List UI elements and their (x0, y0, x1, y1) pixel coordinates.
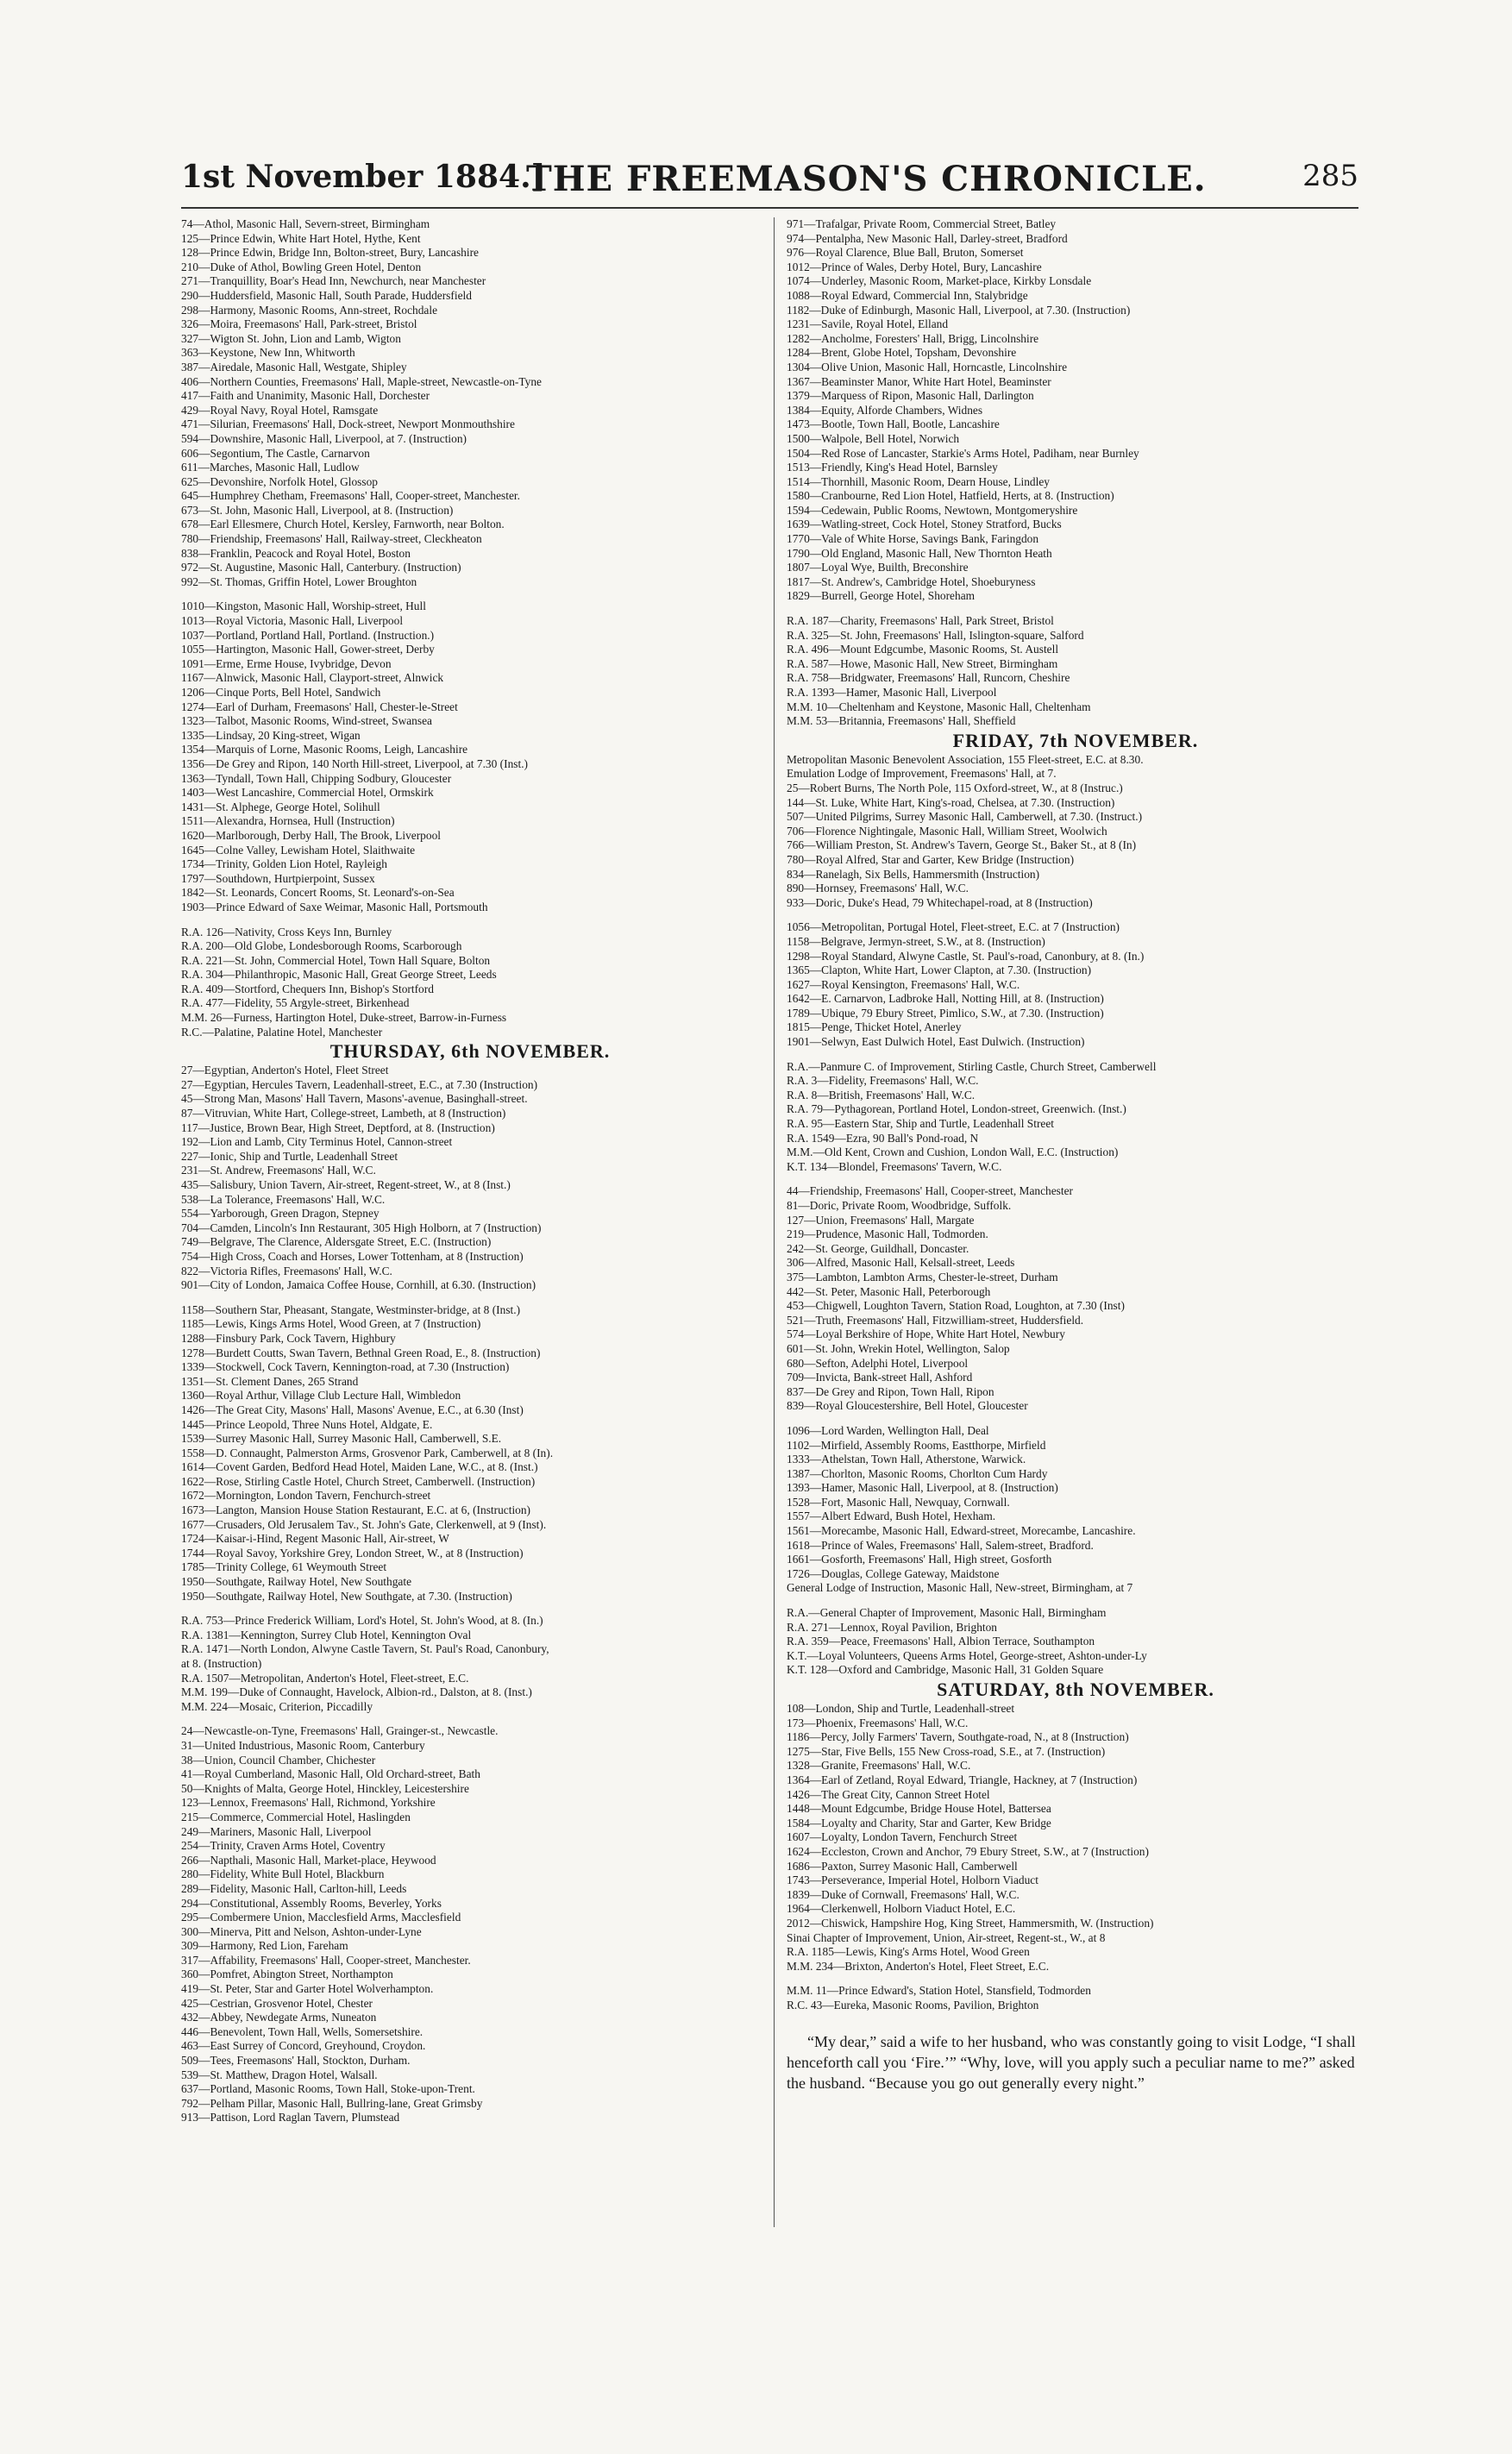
lodge-entry: 45—Strong Man, Masons' Hall Tavern, Masons'-avenue, Basinghall-street. (181, 1092, 528, 1106)
listing-group (787, 1184, 1365, 1414)
lodge-entry: 913—Pattison, Lord Raglan Tavern, Plumstead (181, 2111, 400, 2124)
lodge-entry: 227—Ionic, Ship and Turtle, Leadenhall Street (181, 1149, 398, 1163)
lodge-entry: 521—Truth, Freemasons' Hall, Fitzwilliam-street, Huddersfield. (787, 1313, 1084, 1327)
lodge-entry: R.A. 587—Howe, Masonic Hall, New Street, Birmingham (787, 656, 1058, 670)
lodge-entry: 453—Chigwell, Loughton Tavern, Station Road, Loughton, at 7.30 (Inst) (787, 1299, 1125, 1313)
lodge-entry: 625—Devonshire, Norfolk Hotel, Glossop (181, 474, 378, 488)
lodge-entry: 215—Commerce, Commercial Hotel, Haslingden (181, 1810, 411, 1823)
lodge-entry: 1284—Brent, Globe Hotel, Topsham, Devonshire (787, 346, 1017, 360)
lodge-entry: 298—Harmony, Masonic Rooms, Ann-street, Rochdale (181, 303, 438, 317)
lodge-entry: 471—Silurian, Freemasons' Hall, Dock-street, Newport Monmouthshire (181, 417, 515, 431)
lodge-entry: 976—Royal Clarence, Blue Ball, Bruton, Somerset (787, 246, 1024, 260)
lodge-entry: R.A. 1185—Lewis, King's Arms Hotel, Wood Green (787, 1945, 1030, 1959)
lodge-entry: 1642—E. Carnarvon, Ladbroke Hall, Notting Hill, at 8. (Instruction) (787, 992, 1104, 1006)
listing-group (787, 1702, 1365, 1974)
lodge-entry: 594—Downshire, Masonic Hall, Liverpool, at 7. (Instruction) (181, 431, 467, 445)
lodge-entry: at 8. (Instruction) (181, 1657, 262, 1670)
lodge-entry: 1511—Alexandra, Hornsea, Hull (Instruction) (181, 814, 395, 828)
lodge-entry: 539—St. Matthew, Dragon Hotel, Walsall. (181, 2068, 378, 2081)
lodge-entry: 31—United Industrious, Masonic Room, Canterbury (181, 1738, 425, 1752)
lodge-entry: 1614—Covent Garden, Bedford Head Hotel, Maiden Lane, W.C., at 8. (Inst.) (181, 1460, 538, 1474)
lodge-entry: 249—Mariners, Masonic Hall, Liverpool (181, 1824, 372, 1838)
lodge-entry: 1789—Ubique, 79 Ebury Street, Pimlico, S.W., at 7.30. (Instruction) (787, 1006, 1104, 1020)
anecdote (787, 2031, 1365, 2093)
lodge-entry: 1513—Friendly, King's Head Hotel, Barnsley (787, 461, 998, 474)
masthead (181, 159, 1358, 204)
listing-group (181, 1303, 759, 1604)
lodge-entry: Emulation Lodge of Improvement, Freemasons' Hall, at 7. (787, 767, 1057, 781)
lodge-entry: 173—Phoenix, Freemasons' Hall, W.C. (787, 1716, 969, 1729)
lodge-entry: 1167—Alnwick, Masonic Hall, Clayport-street, Alnwick (181, 671, 444, 685)
lodge-entry: 792—Pelham Pillar, Masonic Hall, Bullring-lane, Great Grimsby (181, 2096, 483, 2110)
lodge-entry: R.A. 758—Bridgwater, Freemasons' Hall, Runcorn, Cheshire (787, 671, 1070, 685)
listing-group (181, 217, 759, 589)
lodge-entry: 81—Doric, Private Room, Woodbridge, Suffolk. (787, 1199, 1012, 1212)
lodge-entry: 1645—Colne Valley, Lewisham Hotel, Slaithwaite (181, 843, 416, 857)
lodge-entry: 144—St. Luke, White Hart, King's-road, Chelsea, at 7.30. (Instruction) (787, 795, 1115, 809)
lodge-entry: 289—Fidelity, Masonic Hall, Carlton-hill, Leeds (181, 1881, 407, 1895)
lodge-entry: 1672—Mornington, London Tavern, Fenchurch-street (181, 1489, 431, 1503)
lodge-entry: 992—St. Thomas, Griffin Hotel, Lower Broughton (181, 574, 417, 588)
lodge-entry: K.T.—Loyal Volunteers, Queens Arms Hotel, George-street, Ashton-under-Ly (787, 1648, 1147, 1662)
listing-group (181, 599, 759, 914)
lodge-entry: 673—St. John, Masonic Hall, Liverpool, at 8. (Instruction) (181, 503, 454, 517)
lodge-entry: 1274—Earl of Durham, Freemasons' Hall, Chester-le-Street (181, 700, 458, 713)
lodge-entry: 606—Segontium, The Castle, Carnarvon (181, 446, 370, 460)
lodge-entry: 709—Invicta, Bank-street Hall, Ashford (787, 1371, 973, 1384)
lodge-entry: 974—Pentalpha, New Masonic Hall, Darley-street, Bradford (787, 231, 1068, 245)
lodge-entry: 1673—Langton, Mansion House Station Restaurant, E.C. at 6, (Instruction) (181, 1503, 531, 1517)
lodge-entry: 754—High Cross, Coach and Horses, Lower Tottenham, at 8 (Instruction) (181, 1249, 524, 1263)
listing-group (181, 926, 759, 1040)
listing-group (181, 1064, 759, 1293)
lodge-entry: 1335—Lindsay, 20 King-street, Wigan (181, 728, 361, 742)
lodge-entry: R.C. 43—Eureka, Masonic Rooms, Pavilion, Brighton (787, 1998, 1039, 2012)
lodge-entry: 1618—Prince of Wales, Freemasons' Hall, Salem-street, Bradford. (787, 1538, 1094, 1552)
lodge-entry: M.M. 26—Furness, Hartington Hotel, Duke-street, Barrow-in-Furness (181, 1011, 507, 1025)
lodge-entry: R.A. 325—St. John, Freemasons' Hall, Islington-square, Salford (787, 628, 1084, 642)
lodge-entry: 1365—Clapton, White Hart, Lower Clapton, at 7.30. (Instruction) (787, 963, 1092, 977)
lodge-entry: R.A. 95—Eastern Star, Ship and Turtle, Leadenhall Street (787, 1117, 1055, 1131)
lodge-entry: 127—Union, Freemasons' Hall, Margate (787, 1213, 975, 1227)
lodge-entry: R.A. 221—St. John, Commercial Hotel, Town Hall Square, Bolton (181, 953, 491, 967)
lodge-entry: 125—Prince Edwin, White Hart Hotel, Hythe, Kent (181, 231, 421, 245)
lodge-entry: 271—Tranquillity, Boar's Head Inn, Newchurch, near Manchester (181, 274, 486, 288)
lodge-entry: 780—Royal Alfred, Star and Garter, Kew Bridge (Instruction) (787, 852, 1075, 866)
lodge-entry: 637—Portland, Masonic Rooms, Town Hall, Stoke-upon-Trent. (181, 2082, 475, 2096)
lodge-entry: R.A. 79—Pythagorean, Portland Hotel, London-street, Greenwich. (Inst.) (787, 1102, 1126, 1116)
left-column (181, 217, 759, 2417)
listing-group (787, 1984, 1365, 2012)
lodge-entry: 1677—Crusaders, Old Jerusalem Tav., St. John's Gate, Clerkenwell, at 9 (Inst). (181, 1517, 547, 1531)
lodge-entry: 1950—Southgate, Railway Hotel, New Southgate (181, 1575, 412, 1589)
lodge-entry: 706—Florence Nightingale, Masonic Hall, William Street, Woolwich (787, 824, 1107, 838)
lodge-entry: M.M. 224—Mosaic, Criterion, Piccadilly (181, 1699, 373, 1713)
lodge-entry: 463—East Surrey of Concord, Greyhound, Croydon. (181, 2039, 426, 2053)
lodge-entry: 1901—Selwyn, East Dulwich Hotel, East Dulwich. (Instruction) (787, 1035, 1085, 1049)
listing-group (787, 753, 1365, 911)
lodge-entry: 1473—Bootle, Town Hall, Bootle, Lancashire (787, 417, 1000, 431)
lodge-entry: 317—Affability, Freemasons' Hall, Cooper-street, Manchester. (181, 1953, 471, 1967)
lodge-entry: 419—St. Peter, Star and Garter Hotel Wolverhampton. (181, 1982, 434, 1996)
lodge-entry: 363—Keystone, New Inn, Whitworth (181, 346, 355, 360)
lodge-entry: 435—Salisbury, Union Tavern, Air-street, Regent-street, W., at 8 (Inst.) (181, 1178, 511, 1191)
lodge-entry: R.A. 409—Stortford, Chequers Inn, Bishop's Stortford (181, 982, 434, 995)
lodge-entry: 822—Victoria Rifles, Freemasons' Hall, W.C. (181, 1264, 392, 1277)
lodge-entry: 417—Faith and Unanimity, Masonic Hall, Dorchester (181, 389, 430, 403)
lodge-entry: 1622—Rose, Stirling Castle Hotel, Church Street, Camberwell. (Instruction) (181, 1474, 536, 1488)
lodge-entry: 294—Constitutional, Assembly Rooms, Beverley, Yorks (181, 1896, 442, 1910)
lodge-entry: 1367—Beaminster Manor, White Hart Hotel, Beaminster (787, 374, 1051, 388)
lodge-entry: R.A. 271—Lennox, Royal Pavilion, Brighton (787, 1620, 997, 1634)
lodge-entry: R.C.—Palatine, Palatine Hotel, Manchester (181, 1025, 383, 1039)
lodge-entry: 25—Robert Burns, The North Pole, 115 Oxford-street, W., at 8 (Instruc.) (787, 781, 1123, 794)
lodge-entry: 1091—Erme, Erme House, Ivybridge, Devon (181, 656, 392, 670)
lodge-entry: 1426—The Great City, Cannon Street Hotel (787, 1787, 990, 1801)
listing-group (787, 217, 1365, 604)
lodge-entry: 1010—Kingston, Masonic Hall, Worship-street, Hull (181, 599, 426, 613)
lodge-entry: 1282—Ancholme, Foresters' Hall, Brigg, Lincolnshire (787, 331, 1039, 345)
lodge-entry: 645—Humphrey Chetham, Freemasons' Hall, Cooper-street, Manchester. (181, 489, 520, 503)
lodge-entry: 1354—Marquis of Lorne, Masonic Rooms, Leigh, Lancashire (181, 743, 468, 756)
lodge-entry: 1743—Perseverance, Imperial Hotel, Holborn Viaduct (787, 1873, 1038, 1887)
column-divider (774, 217, 775, 2227)
lodge-entry: R.A. 3—Fidelity, Freemasons' Hall, W.C. (787, 1074, 979, 1088)
lodge-entry: 74—Athol, Masonic Hall, Severn-street, Birmingham (181, 217, 430, 230)
lodge-entry: 1500—Walpole, Bell Hotel, Norwich (787, 431, 960, 445)
page-number: 285 (1302, 159, 1358, 193)
lodge-entry: 1770—Vale of White Horse, Savings Bank, Faringdon (787, 532, 1039, 546)
lodge-entry: 1012—Prince of Wales, Derby Hotel, Bury, Lancashire (787, 260, 1042, 273)
lodge-entry: 1206—Cinque Ports, Bell Hotel, Sandwich (181, 686, 381, 699)
lodge-entry: 309—Harmony, Red Lion, Fareham (181, 1939, 348, 1953)
lodge-entry: 300—Minerva, Pitt and Nelson, Ashton-under-Lyne (181, 1924, 422, 1938)
lodge-entry: K.T. 134—Blondel, Freemasons' Tavern, W.C. (787, 1159, 1002, 1173)
lodge-entry: 507—United Pilgrims, Surrey Masonic Hall, Camberwell, at 7.30. (Instruct.) (787, 810, 1143, 824)
lodge-entry: 1594—Cedewain, Public Rooms, Newtown, Montgomeryshire (787, 503, 1078, 517)
lodge-entry: 231—St. Andrew, Freemasons' Hall, W.C. (181, 1164, 376, 1177)
lodge-entry: R.A. 359—Peace, Freemasons' Hall, Albion Terrace, Southampton (787, 1635, 1095, 1648)
lodge-entry: M.M. 234—Brixton, Anderton's Hotel, Fleet Street, E.C. (787, 1959, 1050, 1973)
lodge-entry: 554—Yarborough, Green Dragon, Stepney (181, 1207, 380, 1221)
lodge-entry: 1037—Portland, Portland Hall, Portland. (Instruction.) (181, 628, 435, 642)
lodge-entry: 1387—Chorlton, Masonic Rooms, Chorlton Cum Hardy (787, 1466, 1048, 1480)
lodge-entry: 1561—Morecambe, Masonic Hall, Edward-street, Morecambe, Lancashire. (787, 1524, 1136, 1538)
lodge-entry: 1339—Stockwell, Cock Tavern, Kennington-road, at 7.30 (Instruction) (181, 1360, 510, 1374)
lodge-entry: 192—Lion and Lamb, City Terminus Hotel, Cannon-street (181, 1135, 453, 1149)
lodge-entry: 1726—Douglas, College Gateway, Maidstone (787, 1566, 1000, 1580)
lodge-entry: 327—Wigton St. John, Lion and Lamb, Wigton (181, 331, 401, 345)
lodge-entry: 1074—Underley, Masonic Room, Market-place, Kirkby Lonsdale (787, 274, 1092, 288)
lodge-entry: 838—Franklin, Peacock and Royal Hotel, Boston (181, 546, 411, 560)
lodge-entry: 429—Royal Navy, Royal Hotel, Ramsgate (181, 403, 379, 417)
lodge-entry: 1839—Duke of Cornwall, Freemasons' Hall, W.C. (787, 1887, 1020, 1901)
lodge-entry: 890—Hornsey, Freemasons' Hall, W.C. (787, 882, 969, 895)
lodge-entry: R.A. 496—Mount Edgcumbe, Masonic Rooms, St. Austell (787, 643, 1059, 656)
newspaper-title: THE FREEMASON'S CHRONICLE. (526, 159, 1207, 199)
lodge-entry: 2012—Chiswick, Hampshire Hog, King Street, Hammersmith, W. (Instruction) (787, 1916, 1154, 1930)
lodge-entry: 1607—Loyalty, London Tavern, Fenchurch Street (787, 1830, 1018, 1844)
lodge-entry: 1815—Penge, Thicket Hotel, Anerley (787, 1020, 962, 1034)
lodge-entry: R.A. 200—Old Globe, Londesborough Rooms, Scarborough (181, 939, 462, 953)
lodge-entry: M.M. 53—Britannia, Freemasons' Hall, Sheffield (787, 714, 1016, 728)
lodge-entry: 1903—Prince Edward of Saxe Weimar, Masonic Hall, Portsmouth (181, 900, 488, 913)
lodge-entry: R.A.—Panmure C. of Improvement, Stirling Castle, Church Street, Camberwell (787, 1059, 1157, 1073)
lodge-entry: 1102—Mirfield, Assembly Rooms, Eastthorpe, Mirfield (787, 1438, 1046, 1452)
lodge-entry: 1807—Loyal Wye, Builth, Breconshire (787, 561, 969, 574)
lodge-entry: R.A.—General Chapter of Improvement, Masonic Hall, Birmingham (787, 1606, 1107, 1620)
lodge-entry: 219—Prudence, Masonic Hall, Todmorden. (787, 1227, 988, 1241)
lodge-entry: 971—Trafalgar, Private Room, Commercial Street, Batley (787, 217, 1057, 230)
lodge-entry: 1829—Burrell, George Hotel, Shoreham (787, 589, 976, 603)
lodge-entry: 1096—Lord Warden, Wellington Hall, Deal (787, 1423, 989, 1437)
lodge-entry: 1817—St. Andrew's, Cambridge Hotel, Shoeburyness (787, 574, 1036, 588)
lodge-entry: 1278—Burdett Coutts, Swan Tavern, Bethnal Green Road, E., 8. (Instruction) (181, 1346, 541, 1359)
lodge-entry: 1686—Paxton, Surrey Masonic Hall, Camberwell (787, 1859, 1018, 1873)
lodge-entry: 1056—Metropolitan, Portugal Hotel, Fleet-street, E.C. at 7 (Instruction) (787, 920, 1120, 934)
lodge-entry: 1620—Marlborough, Derby Hall, The Brook, Liverpool (181, 828, 441, 842)
lodge-entry: 933—Doric, Duke's Head, 79 Whitechapel-road, at 8 (Instruction) (787, 895, 1093, 909)
lodge-entry: 1580—Cranbourne, Red Lion Hotel, Hatfield, Herts, at 8. (Instruction) (787, 489, 1114, 503)
lodge-entry: 406—Northern Counties, Freemasons' Hall, Maple-street, Newcastle-on-Tyne (181, 374, 542, 388)
lodge-entry: 24—Newcastle-on-Tyne, Freemasons' Hall, Grainger-st., Newcastle. (181, 1724, 499, 1738)
lodge-entry: 87—Vitruvian, White Hart, College-street, Lambeth, at 8 (Instruction) (181, 1107, 506, 1120)
lodge-entry: 387—Airedale, Masonic Hall, Westgate, Shipley (181, 360, 407, 373)
lodge-entry: 574—Loyal Berkshire of Hope, White Hart Hotel, Newbury (787, 1327, 1065, 1341)
lodge-entry: 1158—Southern Star, Pheasant, Stangate, Westminster-bridge, at 8 (Inst.) (181, 1302, 521, 1316)
lodge-entry: 1790—Old England, Masonic Hall, New Thornton Heath (787, 546, 1052, 560)
lodge-entry: 1431—St. Alphege, George Hotel, Solihull (181, 800, 380, 813)
lodge-entry: 1744—Royal Savoy, Yorkshire Grey, London Street, W., at 8 (Instruction) (181, 1546, 524, 1560)
lodge-entry: R.A. 477—Fidelity, 55 Argyle-street, Birkenhead (181, 996, 410, 1010)
lodge-entry: 44—Friendship, Freemasons' Hall, Cooper-street, Manchester (787, 1184, 1073, 1198)
heading-thursday: THURSDAY, 6th NOVEMBER. (329, 1040, 611, 1063)
lodge-entry: 901—City of London, Jamaica Coffee House, Cornhill, at 6.30. (Instruction) (181, 1278, 536, 1292)
lodge-entry: 295—Combermere Union, Macclesfield Arms, Macclesfield (181, 1911, 461, 1924)
lodge-entry: 38—Union, Council Chamber, Chichester (181, 1753, 376, 1767)
lodge-entry: 446—Benevolent, Town Hall, Wells, Somersetshire. (181, 2024, 423, 2038)
lodge-entry: 1328—Granite, Freemasons' Hall, W.C. (787, 1759, 971, 1773)
lodge-entry: 1950—Southgate, Railway Hotel, New Southgate, at 7.30. (Instruction) (181, 1589, 512, 1603)
lodge-entry: R.A. 1393—Hamer, Masonic Hall, Liverpool (787, 686, 997, 699)
lodge-entry: 1426—The Great City, Masons' Hall, Masons' Avenue, E.C., at 6.30 (Inst) (181, 1403, 524, 1416)
lodge-entry: M.M. 199—Duke of Connaught, Havelock, Albion-rd., Dalston, at 8. (Inst.) (181, 1685, 532, 1699)
lodge-entry: Sinai Chapter of Improvement, Union, Air-street, Regent-st., W., at 8 (787, 1930, 1106, 1944)
lodge-entry: M.M.—Old Kent, Crown and Cushion, London Wall, E.C. (Instruction) (787, 1145, 1119, 1159)
lodge-entry: 1724—Kaisar-i-Hind, Regent Masonic Hall, Air-street, W (181, 1532, 449, 1546)
lodge-entry: 210—Duke of Athol, Bowling Green Hotel, Denton (181, 260, 422, 273)
lodge-entry: 1514—Thornhill, Masonic Room, Dearn House, Lindley (787, 474, 1050, 488)
listing-group (787, 1424, 1365, 1596)
lodge-entry: 290—Huddersfield, Masonic Hall, South Parade, Huddersfield (181, 288, 472, 302)
lodge-entry: 432—Abbey, Newdegate Arms, Nuneaton (181, 2011, 377, 2024)
lodge-entry: R.A. 126—Nativity, Cross Keys Inn, Burnley (181, 925, 392, 938)
lodge-entry: 1013—Royal Victoria, Masonic Hall, Liverpool (181, 614, 404, 628)
lodge-entry: R.A. 304—Philanthropic, Masonic Hall, Great George Street, Leeds (181, 968, 497, 982)
lodge-entry: 123—Lennox, Freemasons' Hall, Richmond, Yorkshire (181, 1796, 436, 1810)
lodge-entry: 1661—Gosforth, Freemasons' Hall, High street, Gosforth (787, 1553, 1052, 1566)
lodge-entry: 1304—Olive Union, Masonic Hall, Horncastle, Lincolnshire (787, 360, 1068, 373)
lodge-entry: 1182—Duke of Edinburgh, Masonic Hall, Liverpool, at 7.30. (Instruction) (787, 303, 1131, 317)
lodge-entry: 1528—Fort, Masonic Hall, Newquay, Cornwall. (787, 1495, 1010, 1509)
lodge-entry: 1403—West Lancashire, Commercial Hotel, Ormskirk (181, 786, 434, 800)
heading-friday: FRIDAY, 7th NOVEMBER. (952, 729, 1199, 751)
lodge-entry: 1379—Marquess of Ripon, Masonic Hall, Darlington (787, 389, 1034, 403)
lodge-entry: 749—Belgrave, The Clarence, Aldersgate Street, E.C. (Instruction) (181, 1235, 492, 1249)
lodge-entry: 280—Fidelity, White Bull Hotel, Blackburn (181, 1867, 385, 1881)
listing-group (787, 1060, 1365, 1175)
lodge-entry: 1584—Loyalty and Charity, Star and Garter, Kew Bridge (787, 1816, 1051, 1830)
lodge-entry: 1055—Hartington, Masonic Hall, Gower-street, Derby (181, 643, 435, 656)
lodge-entry: 326—Moira, Freemasons' Hall, Park-street, Bristol (181, 317, 417, 331)
lodge-entry: 834—Ranelagh, Six Bells, Hammersmith (Instruction) (787, 867, 1040, 881)
listing-group (787, 1606, 1365, 1678)
lodge-entry: K.T. 128—Oxford and Cambridge, Masonic Hall, 31 Golden Square (787, 1663, 1104, 1677)
lodge-entry: 704—Camden, Lincoln's Inn Restaurant, 305 High Holborn, at 7 (Instruction) (181, 1221, 542, 1234)
lodge-entry: 1445—Prince Leopold, Three Nuns Hotel, Aldgate, E. (181, 1417, 433, 1431)
lodge-entry: 1842—St. Leonards, Concert Rooms, St. Leonard's-on-Sea (181, 886, 455, 900)
lodge-entry: 425—Cestrian, Grosvenor Hotel, Chester (181, 1996, 373, 2010)
lodge-entry: 1360—Royal Arthur, Village Club Lecture Hall, Wimbledon (181, 1389, 461, 1403)
lodge-entry: 1734—Trinity, Golden Lion Hotel, Rayleigh (181, 857, 387, 871)
lodge-entry: 1231—Savile, Royal Hotel, Elland (787, 317, 949, 331)
lodge-entry: M.M. 11—Prince Edward's, Station Hotel, Stansfield, Todmorden (787, 1984, 1091, 1998)
lodge-entry: R.A. 753—Prince Frederick William, Lord's Hotel, St. John's Wood, at 8. (In.) (181, 1614, 543, 1628)
issue-date: 1st November 1884.] (181, 159, 546, 195)
lodge-entry: 442—St. Peter, Masonic Hall, Peterborough (787, 1284, 991, 1298)
lodge-entry: 678—Earl Ellesmere, Church Hotel, Kersley, Farnworth, near Bolton. (181, 518, 505, 531)
lodge-entry: 1288—Finsbury Park, Cock Tavern, Highbury (181, 1331, 396, 1345)
lodge-entry: 360—Pomfret, Abington Street, Northampton (181, 1968, 393, 1981)
lodge-entry: 108—London, Ship and Turtle, Leadenhall-street (787, 1702, 1015, 1715)
lodge-entry: R.A. 8—British, Freemasons' Hall, W.C. (787, 1088, 976, 1101)
lodge-entry: 1333—Athelstan, Town Hall, Atherstone, Warwick. (787, 1453, 1026, 1466)
lodge-entry: 27—Egyptian, Hercules Tavern, Leadenhall-street, E.C., at 7.30 (Instruction) (181, 1077, 538, 1091)
lodge-entry: 1185—Lewis, Kings Arms Hotel, Wood Green, at 7 (Instruction) (181, 1317, 481, 1331)
lodge-entry: 1275—Star, Five Bells, 155 New Cross-road, S.E., at 7. (Instruction) (787, 1744, 1106, 1758)
lodge-entry: 1504—Red Rose of Lancaster, Starkie's Arms Hotel, Padiham, near Burnley (787, 446, 1139, 460)
lodge-entry: 1639—Watling-street, Cock Hotel, Stoney Stratford, Bucks (787, 518, 1062, 531)
lodge-entry: 972—St. Augustine, Masonic Hall, Canterbury. (Instruction) (181, 561, 461, 574)
lodge-entry: 1384—Equity, Alforde Chambers, Widnes (787, 403, 983, 417)
lodge-entry: 601—St. John, Wrekin Hotel, Wellington, Salop (787, 1341, 1010, 1355)
lodge-entry: 1539—Surrey Masonic Hall, Surrey Masonic Hall, Camberwell, S.E. (181, 1432, 502, 1446)
lodge-entry: R.A. 1381—Kennington, Surrey Club Hotel, Kennington Oval (181, 1628, 472, 1641)
lodge-entry: M.M. 10—Cheltenham and Keystone, Masonic Hall, Cheltenham (787, 700, 1091, 713)
lodge-entry: Metropolitan Masonic Benevolent Association, 155 Fleet-street, E.C. at 8.30. (787, 752, 1144, 766)
lodge-entry: 1323—Talbot, Masonic Rooms, Wind-street, Swansea (181, 714, 432, 728)
lodge-entry: 1448—Mount Edgcumbe, Bridge House Hotel, Battersea (787, 1802, 1051, 1816)
lodge-entry: General Lodge of Instruction, Masonic Hall, New-street, Birmingham, at 7 (787, 1581, 1133, 1595)
lodge-entry: R.A. 1507—Metropolitan, Anderton's Hotel, Fleet-street, E.C. (181, 1671, 469, 1685)
lodge-entry: 266—Napthali, Masonic Hall, Market-place, Heywood (181, 1853, 436, 1867)
lodge-entry: 837—De Grey and Ripon, Town Hall, Ripon (787, 1384, 994, 1398)
lodge-entry: 1186—Percy, Jolly Farmers' Tavern, Southgate-road, N., at 8 (Instruction) (787, 1730, 1129, 1744)
listing-group (181, 1614, 759, 1714)
lodge-entry: 1785—Trinity College, 61 Weymouth Street (181, 1560, 387, 1574)
lodge-entry: 128—Prince Edwin, Bridge Inn, Bolton-street, Bury, Lancashire (181, 246, 479, 260)
masthead-rule (181, 207, 1358, 209)
lodge-entry: 1627—Royal Kensington, Freemasons' Hall, W.C. (787, 977, 1020, 991)
lodge-entry: 117—Justice, Brown Bear, High Street, Deptford, at 8. (Instruction) (181, 1120, 495, 1134)
listing-group (787, 614, 1365, 729)
lodge-entry: 680—Sefton, Adelphi Hotel, Liverpool (787, 1356, 969, 1370)
lodge-entry: R.A. 1471—North London, Alwyne Castle Tavern, St. Paul's Road, Canonbury, (181, 1642, 549, 1656)
lodge-entry: 1624—Eccleston, Crown and Anchor, 79 Ebury Street, S.W., at 7 (Instruction) (787, 1844, 1149, 1858)
lodge-entry: 839—Royal Gloucestershire, Bell Hotel, Gloucester (787, 1399, 1028, 1413)
lodge-entry: 1557—Albert Edward, Bush Hotel, Hexham. (787, 1509, 996, 1523)
heading-saturday: SATURDAY, 8th NOVEMBER. (937, 1679, 1214, 1700)
anecdote-text: “My dear,” said a wife to her husband, who was constantly going to visit Lodge, “I shall henceforth call you ‘Fire.’” “Why, love, will you apply such a peculiar name to me?” asked the husband. “Because you go out generally every night.” (787, 2033, 1356, 2093)
lodge-entry: 538—La Tolerance, Freemasons' Hall, W.C. (181, 1192, 386, 1206)
right-column (787, 217, 1365, 2270)
lodge-entry: 1351—St. Clement Danes, 265 Strand (181, 1374, 359, 1388)
lodge-entry: 766—William Preston, St. Andrew's Tavern, George St., Baker St., at 8 (In) (787, 838, 1137, 852)
lodge-entry: 254—Trinity, Craven Arms Hotel, Coventry (181, 1839, 386, 1853)
lodge-entry: 1158—Belgrave, Jermyn-street, S.W., at 8. (Instruction) (787, 934, 1045, 948)
lodge-entry: 1364—Earl of Zetland, Royal Edward, Triangle, Hackney, at 7 (Instruction) (787, 1773, 1138, 1786)
lodge-entry: 611—Marches, Masonic Hall, Ludlow (181, 461, 360, 474)
lodge-entry: 50—Knights of Malta, George Hotel, Hinckley, Leicestershire (181, 1781, 469, 1795)
lodge-entry: 1298—Royal Standard, Alwyne Castle, St. Paul's-road, Canonbury, at 8. (In.) (787, 949, 1145, 963)
lodge-entry: 780—Friendship, Freemasons' Hall, Railway-street, Cleckheaton (181, 532, 482, 546)
lodge-entry: 41—Royal Cumberland, Masonic Hall, Old Orchard-street, Bath (181, 1767, 480, 1781)
lodge-entry: 1797—Southdown, Hurtpierpoint, Sussex (181, 871, 375, 885)
listing-group (181, 1724, 759, 2125)
listing-group (787, 920, 1365, 1049)
lodge-entry: R.A. 187—Charity, Freemasons' Hall, Park Street, Bristol (787, 614, 1054, 628)
lodge-entry: 27—Egyptian, Anderton's Hotel, Fleet Street (181, 1064, 389, 1077)
lodge-entry: 1356—De Grey and Ripon, 140 North Hill-street, Liverpool, at 7.30 (Inst.) (181, 756, 529, 770)
lodge-entry: 375—Lambton, Lambton Arms, Chester-le-street, Durham (787, 1270, 1058, 1283)
lodge-entry: 1558—D. Connaught, Palmerston Arms, Grosvenor Park, Camberwell, at 8 (In). (181, 1446, 554, 1459)
lodge-entry: R.A. 1549—Ezra, 90 Ball's Pond-road, N (787, 1131, 979, 1145)
lodge-entry: 1393—Hamer, Masonic Hall, Liverpool, at 8. (Instruction) (787, 1481, 1058, 1495)
lodge-entry: 1363—Tyndall, Town Hall, Chipping Sodbury, Gloucester (181, 771, 452, 785)
lodge-entry: 1088—Royal Edward, Commercial Inn, Stalybridge (787, 288, 1028, 302)
lodge-entry: 306—Alfred, Masonic Hall, Kelsall-street, Leeds (787, 1256, 1015, 1270)
lodge-entry: 1964—Clerkenwell, Holborn Viaduct Hotel, E.C. (787, 1902, 1016, 1916)
lodge-entry: 242—St. George, Guildhall, Doncaster. (787, 1241, 969, 1255)
lodge-entry: 509—Tees, Freemasons' Hall, Stockton, Durham. (181, 2054, 411, 2068)
